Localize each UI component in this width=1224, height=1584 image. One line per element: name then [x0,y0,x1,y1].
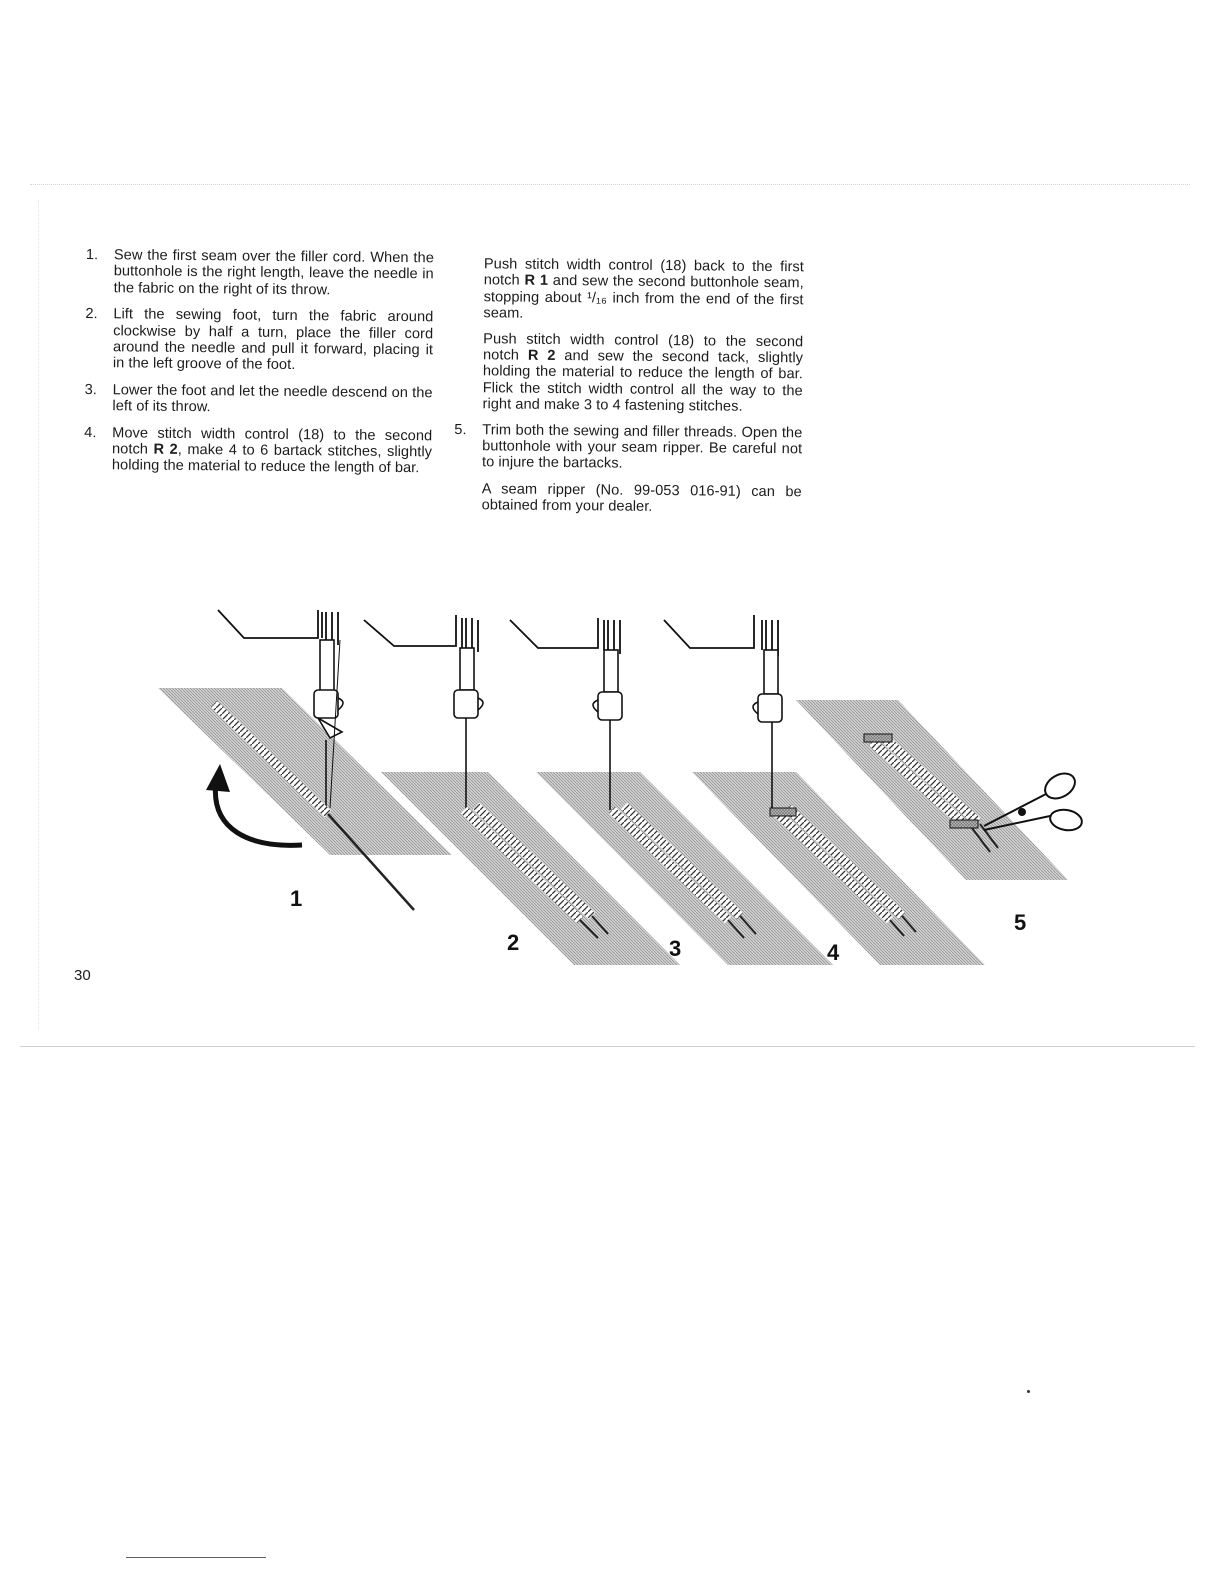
paragraph-text-post: and sew the second buttonhole seam, stopping about ¹/₁₆ inch from the end of the first seam. [483,273,804,322]
step-number: 1. [85,247,99,264]
page-number: 30 [74,967,91,984]
step-text: Sew the first seam over the filler cord. When the buttonhole is the right length, leave the needle in the fabric on the right of its throw. [113,247,434,299]
paragraph-text-pre: Push stitch width control (18) back to the first notch [483,256,804,290]
paragraph-text-pre: Push stitch width control (18) to the second notch [482,330,804,364]
figure-label-5: 5 [1014,910,1027,935]
paragraph-text-post: and sew the second tack, slightly holding the material to reduce the length of bar. Flick the stitch width control all the way to the right and make 3 to 4 fastening stitches. [482,347,804,416]
scan-speck [1027,1390,1030,1393]
step-text: Lower the foot and let the needle descend on the left of its throw. [112,382,433,416]
figure-label-1: 1 [290,886,303,911]
step-text: Trim both the sewing and filler threads. Open the buttonhole with your seam ripper. Be careful not to injure the bartacks. [481,421,803,473]
step-number: 5. [454,421,467,438]
step-number: 2. [85,306,98,323]
machine-feet [218,610,778,656]
fabric-panel-1 [158,688,452,855]
seam-ripper-note: A seam ripper (No. 99-053 016-91) can be obtained from your dealer. [481,481,802,516]
notch-label: R 2 [153,441,178,458]
step-text-post: , make 4 to 6 bartack stitches, slightly holding the material to reduce the length of bar. [111,441,433,477]
notch-label: R 2 [527,347,556,364]
step-number: 3. [84,381,97,398]
figure-label-2: 2 [507,930,520,955]
notch-label: R 1 [524,273,549,290]
step-number: 4. [84,424,97,441]
link-underline [126,1557,266,1558]
step-text-pre: Move stitch width control (18) to the second notch [111,424,433,458]
step-text: Lift the sewing foot, turn the fabric around clockwise by half a turn, place the filler cord around the needle and pull it forward, placing it in the left groove of the foot. [112,306,434,374]
figure-label-3: 3 [669,936,682,961]
figure-label-4: 4 [827,940,840,965]
